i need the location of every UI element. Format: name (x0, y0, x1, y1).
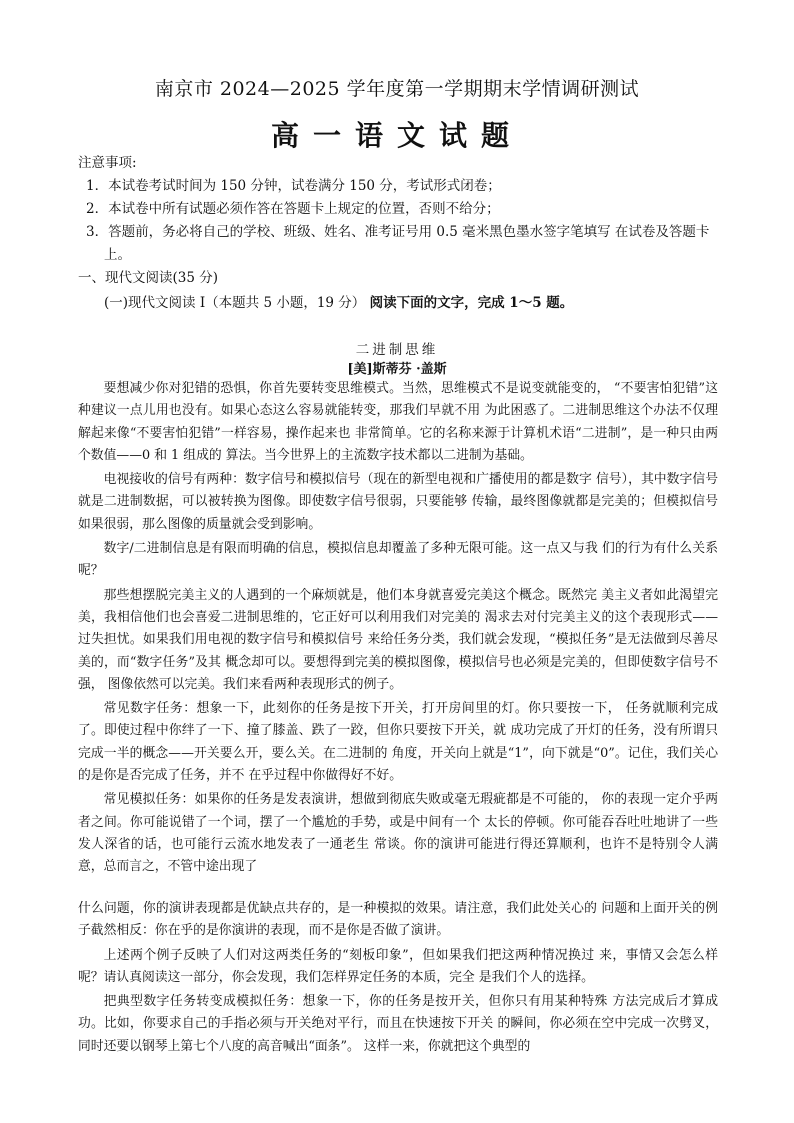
article-paragraph: 要想减少你对犯错的恐惧，你首先要转变思维模式。当然，思维模式不是说变就能变的， “不要害怕犯错”这种建议一点儿用也没有。如果心态这么容易就能转变，那我们早就不用 为此困惑了。二进制思维这个办法不仅理解起来像“不要害怕犯错”一样容易，操作起来也 非常简单。它的名称来源于计算机术语“二进制”，是一种只由两个数值——0 和 1 组成的 算法。当今世界上的主流数字技术都以二进制为基础。 (78, 381, 718, 463)
subject-title: 高一语文试题 (270, 119, 523, 152)
article-paragraph: 常见模拟任务：如果你的任务是发表演讲，想做到彻底失败或毫无瑕疵都是不可能的， 你的表现一定介乎两者之间。你可能说错了一个词，摆了一个尴尬的手势，或是中间有一个 太长的停顿。你可能吞吞吐吐地讲了一些发人深省的话，也可能行云流水地发表了一通老生 常谈。你的演讲可能进行得还算顺利，也许不是特别令人满意，总而言之，不管中途出现了 (78, 792, 718, 875)
notice-heading: 注意事项: (78, 155, 137, 171)
article-paragraph: 电视接收的信号有两种：数字信号和模拟信号（现在的新型电视和广播使用的都是数字 信号），其中数字信号就是二进制数据，可以被转换为图像。即使数字信号很弱，只要能够 传输，最终图像就都是完美的；但模拟信号如果很弱，那么图像的质量就会受到影响。 (78, 472, 718, 532)
exam-title: 南京市 2024—2025 学年度第一学期期末学情调研测试 (154, 78, 640, 100)
article-paragraph: 什么问题，你的演讲表现都是优缺点共存的，是一种模拟的效果。请注意，我们此处关心的 问题和上面开关的例子截然相反：你在乎的是你演讲的表现，而不是你是否做了演讲。 (78, 901, 718, 939)
article-paragraph: 数字/二进制信息是有限而明确的信息，模拟信息却覆盖了多种无限可能。这一点又与我 们的行为有什么关系呢？ (78, 541, 718, 579)
article-author: [美]斯蒂芬 ·盖斯 (347, 362, 447, 377)
section-heading: 一、现代文阅读(35 分) (78, 270, 219, 286)
article-body-top (78, 378, 718, 881)
article-paragraph: 常见数字任务：想象一下，此刻你的任务是按下开关，打开房间里的灯。你只要按一下， 任务就顺利完成了。即使过程中你绊了一下、撞了膝盖、跌了一跤，但你只要按下开关，就 成功完成了开灯的任务，没有所谓只完成一半的概念——开关要么开，要么关。在二进制的 角度，开关向上就是“1”，向下就是“0”。记住，我们关心的是你是否完成了任务，并不 在乎过程中你做得好不好。 (78, 701, 718, 784)
subsection-heading (104, 292, 704, 315)
subsection-instruction: 阅读下面的文字，完成 1～5 题。 (369, 295, 574, 311)
article-paragraph: 上述两个例子反映了人们对这两类任务的“刻板印象”，但如果我们把这两种情况换过 来，事情又会怎么样呢？请认真阅读这一部分，你会发现，我们怎样界定任务的本质，完全 是我们个人的选择。 (78, 947, 718, 985)
article-body-bottom (78, 898, 718, 1060)
notice-item: 3．答题前，务必将自己的学校、班级、姓名、准考证号用 0.5 毫米黑色墨水签字笔填写 在试卷及答题卡上。 (86, 224, 710, 263)
article-paragraph: 那些想摆脱完美主义的人遇到的一个麻烦就是，他们本身就喜爱完美这个概念。既然完 美主义者如此渴望完美，我相信他们也会喜爱二进制思维的，它正好可以利用我们对完美的 渴求去对付完美主义的这个表现形式——过失担忧。如果我们用电视的数字信号和模拟信号 来给任务分类，我们就会发现，“模拟任务”是无法做到尽善尽美的，而“数字任务”及其 概念却可以。要想得到完美的模拟图像，模拟信号也必须是完美的，但即使数字信号不强， 图像依然可以完美。我们来看两种表现形式的例子。 (78, 587, 718, 692)
subsection-title: (一)现代文阅读 Ⅰ（本题共 5 小题，19 分） (104, 295, 366, 311)
notice-item: 1．本试卷考试时间为 150 分钟，试卷满分 150 分，考试形式闭卷； (86, 178, 501, 194)
notice-item: 2．本试卷中所有试题必须作答在答题卡上规定的位置，否则不给分； (86, 201, 500, 217)
article-paragraph: 把典型数字任务转变成模拟任务：想象一下，你的任务是按开关，但你只有用某种特殊 方法完成后才算成功。比如，你要求自己的手指必须与开关绝对平行，而且在快速按下开关 的瞬间，你必须在空中完成一次劈叉，同时还要以钢琴上第七个八度的高音喊出“面条”。 这样一来，你就把这个典型的 (78, 994, 718, 1054)
article-title: 二进制思维 (355, 342, 439, 358)
notice-section (78, 152, 728, 267)
